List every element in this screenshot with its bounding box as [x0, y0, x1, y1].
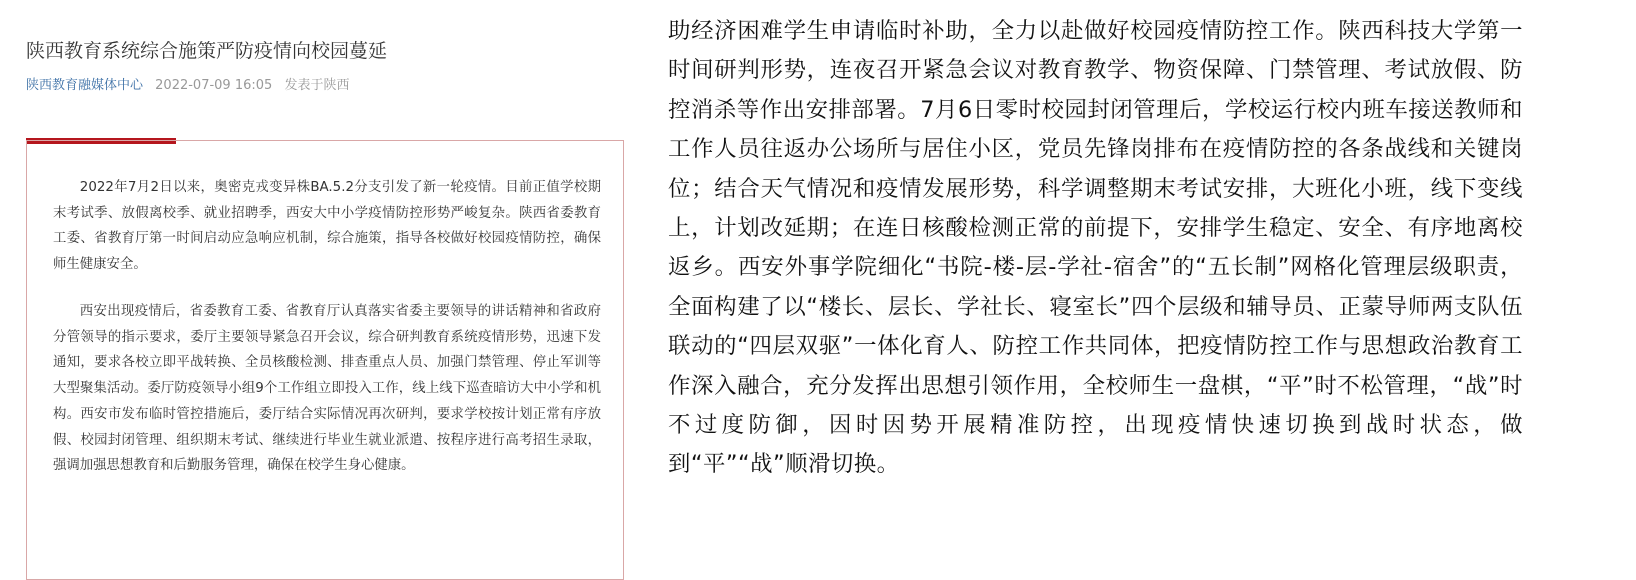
- excerpt-paragraph: 助经济困难学生申请临时补助，全力以赴做好校园疫情防控工作。陕西科技大学第一时间研判形势，连夜召开紧急会议对教育教学、物资保障、门禁管理、考试放假、防控消杀等作出安排部署。7月6日零时校园封闭管理后，学校运行校内班车接送教师和工作人员往返办公场所与居住小区，党员先锋岗排布在疫情防控的各条战线和关键岗位；结合天气情况和疫情发展形势，科学调整期末考试安排，大班化小班，线下变线上，计划改延期；在连日核酸检测正常的前提下，安排学生稳定、安全、有序地离校返乡。西安外事学院细化“书院-楼-层-学社-宿舍”的“五长制”网格化管理层级职责，全面构建了以“楼长、层长、学社长、寝室长”四个层级和辅导员、正蒙导师两支队伍联动的“四层双驱”一体化育人、防控工作共同体，把疫情防控工作与思想政治教育工作深入融合，充分发挥出思想引领作用，全校师生一盘棋，“平”时不松管理，“战”时不过度防御，因时因势开展精准防控，出现疫情快速切换到战时状态，做到“平”“战”顺滑切换。: [668, 18, 1523, 478]
- article-paragraph: 2022年7月2日以来，奥密克戎变异株BA.5.2分支引发了新一轮疫情。目前正值学校期末考试季、放假离校季、就业招聘季，西安大中小学疫情防控形势严峻复杂。陕西省委教育工委、省教育厅第一时间启动应急响应机制，综合施策，指导各校做好校园疫情防控，确保师生健康安全。: [53, 180, 601, 273]
- article-source-link[interactable]: 陕西教育融媒体中心: [26, 78, 144, 93]
- article-body: [26, 140, 624, 580]
- zoomed-article-excerpt: [668, 12, 1523, 485]
- article-paragraph: 西安出现疫情后，省委教育工委、省教育厅认真落实省委主要领导的讲话精神和省政府分管领导的指示要求，委厅主要领导紧急召开会议，综合研判教育系统疫情形势，迅速下发通知，要求各校立即平战转换、全员核酸检测、排查重点人员、加强门禁管理、停止军训等大型聚集活动。委厅防疫领导小组9个工作组立即投入工作，线上线下巡查暗访大中小学和机构。西安市发布临时管控措施后，委厅结合实际情况再次研判，要求学校按计划正常有序放假、校园封闭管理、组织期末考试、继续进行毕业生就业派遣、按程序进行高考招生录取，强调加强思想教育和后勤服务管理，确保在校学生身心健康。: [53, 304, 601, 474]
- article-meta: [26, 76, 349, 96]
- article-title: 陕西教育系统综合施策严防疫情向校园蔓延: [26, 40, 388, 62]
- article-card: [0, 0, 660, 554]
- publish-time: 2022-07-09 16:05: [155, 78, 273, 93]
- publish-location: 发表于陕西: [284, 78, 350, 93]
